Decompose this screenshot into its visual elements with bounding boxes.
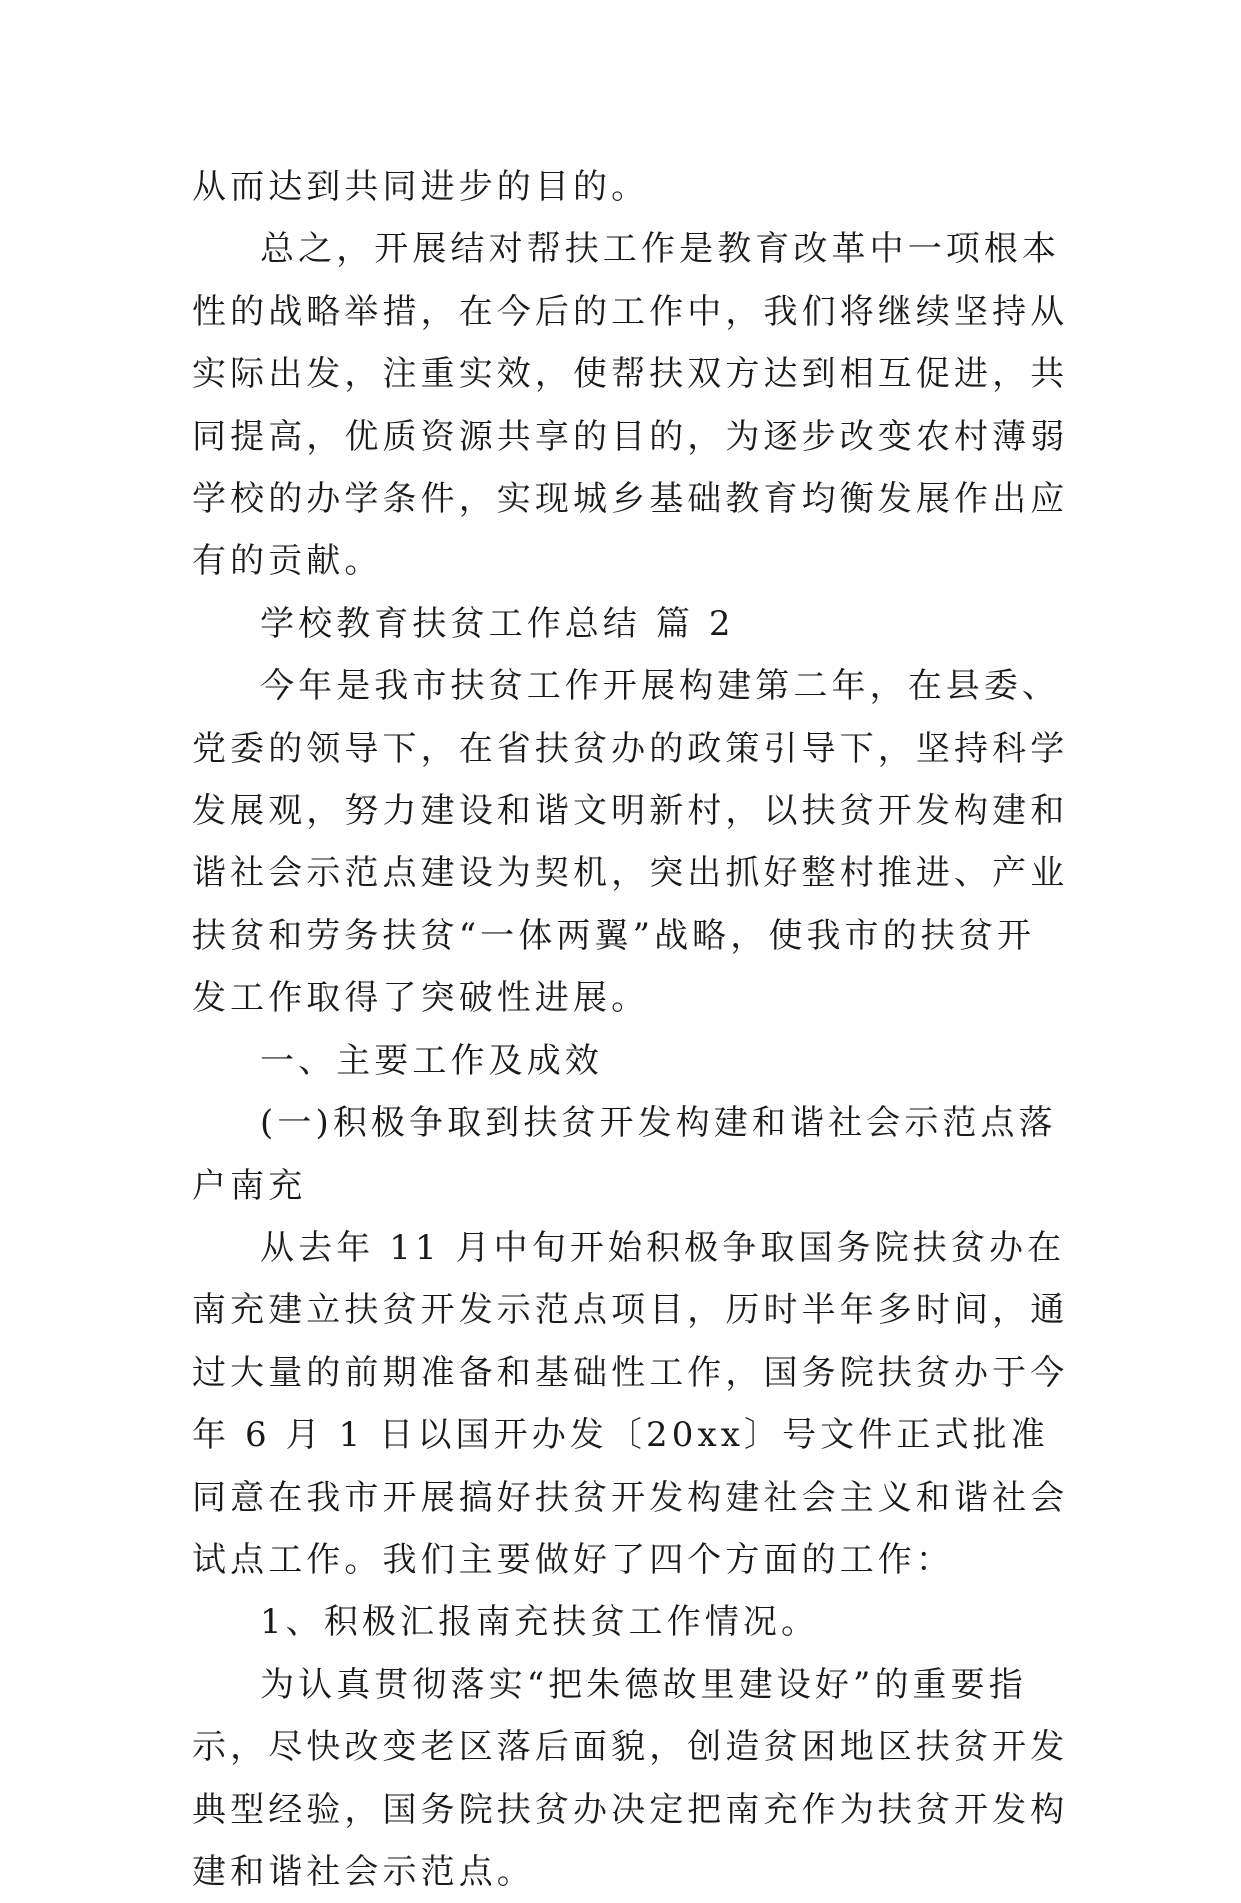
subheading-demo-site: (一)积极争取到扶贫开发构建和谐社会示范点落户南充 xyxy=(192,1103,1057,1206)
document-body xyxy=(192,156,1072,1903)
paragraph-report: 为认真贯彻落实“把朱德故里建设好”的重要指示，尽快改变老区落后面貌，创造贫困地区扶贫开发典型经验，国务院扶贫办决定把南充作为扶贫开发构建和谐社会示范点。 xyxy=(192,1664,1069,1892)
paragraph-demo-site: 从去年 11 月中旬开始积极争取国务院扶贫办在南充建立扶贫开发示范点项目，历时半年多时间，通过大量的前期准备和基础性工作，国务院扶贫办于今年 6 月 1 日以国开办发〔20xx〕号文件正式批准同意在我市开展搞好扶贫开发构建社会主义和谐社会试点工作。我们主要做好了四个方面的工作： xyxy=(192,1227,1069,1580)
paragraph-intro: 今年是我市扶贫工作开展构建第二年，在县委、党委的领导下，在省扶贫办的政策引导下，坚持科学发展观，努力建设和谐文明新村，以扶贫开发构建和谐社会示范点建设为契机，突出抓好整村推进、产业扶贫和劳务扶贫“一体两翼”战略，使我市的扶贫开发工作取得了突破性进展。 xyxy=(192,666,1069,1019)
paragraph-continuation: 从而达到共同进步的目的。 xyxy=(192,167,650,207)
paragraph-summary: 总之，开展结对帮扶工作是教育改革中一项根本性的战略举措，在今后的工作中，我们将继续坚持从实际出发，注重实效，使帮扶双方达到相互促进，共同提高，优质资源共享的目的，为逐步改变农村薄弱学校的办学条件，实现城乡基础教育均衡发展作出应有的贡献。 xyxy=(192,229,1069,582)
item-report: 1、积极汇报南充扶贫工作情况。 xyxy=(260,1602,820,1643)
heading-main-work: 一、主要工作及成效 xyxy=(260,1040,603,1081)
section-title-part-2: 学校教育扶贫工作总结 篇 2 xyxy=(260,603,735,644)
